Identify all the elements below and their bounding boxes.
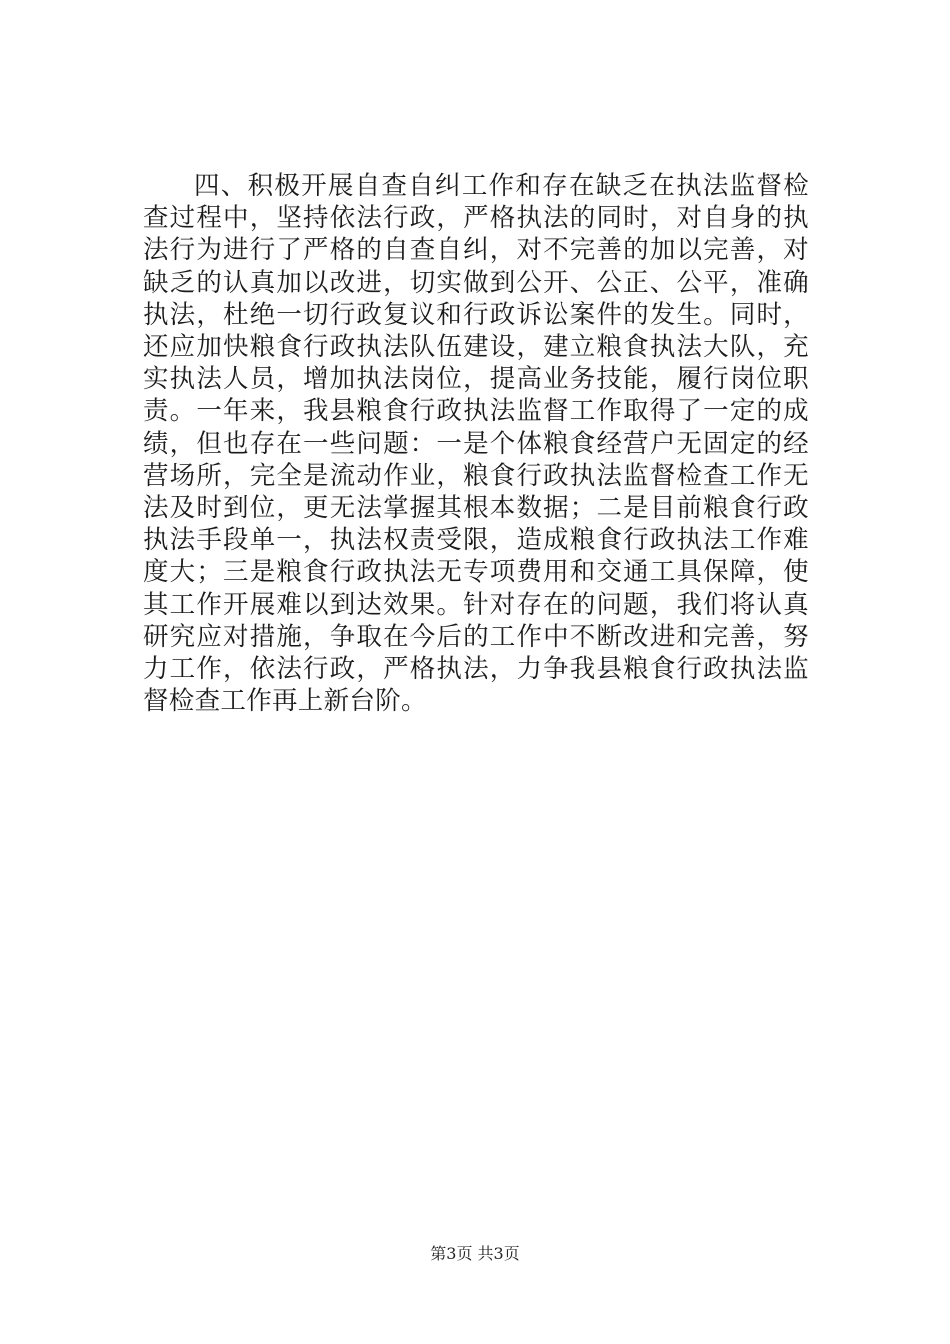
body-paragraph: 四、积极开展自查自纠工作和存在缺乏在执法监督检查过程中，坚持依法行政，严格执法的同时，对自身的执法行为进行了严格的自查自纠，对不完善的加以完善，对缺乏的认真加以改进，切实做到公开、公正、公平，准确执法，杜绝一切行政复议和行政诉讼案件的发生。同时，还应加快粮食行政执法队伍建设，建立粮食执法大队，充实执法人员，增加执法岗位，提高业务技能，履行岗位职责。一年来，我县粮食行政执法监督工作取得了一定的成绩，但也存在一些问题：一是个体粮食经营户无固定的经营场所，完全是流动作业，粮食行政执法监督检查工作无法及时到位，更无法掌握其根本数据；二是目前粮食行政执法手段单一，执法权责受限，造成粮食行政执法工作难度大；三是粮食行政执法无专项费用和交通工具保障，使其工作开展难以到达效果。针对存在的问题，我们将认真研究应对措施，争取在今后的工作中不断改进和完善，努力工作，依法行政，严格执法，力争我县粮食行政执法监督检查工作再上新台阶。 (143, 171, 809, 717)
page-footer: 第3页 共3页 (430, 1244, 520, 1263)
